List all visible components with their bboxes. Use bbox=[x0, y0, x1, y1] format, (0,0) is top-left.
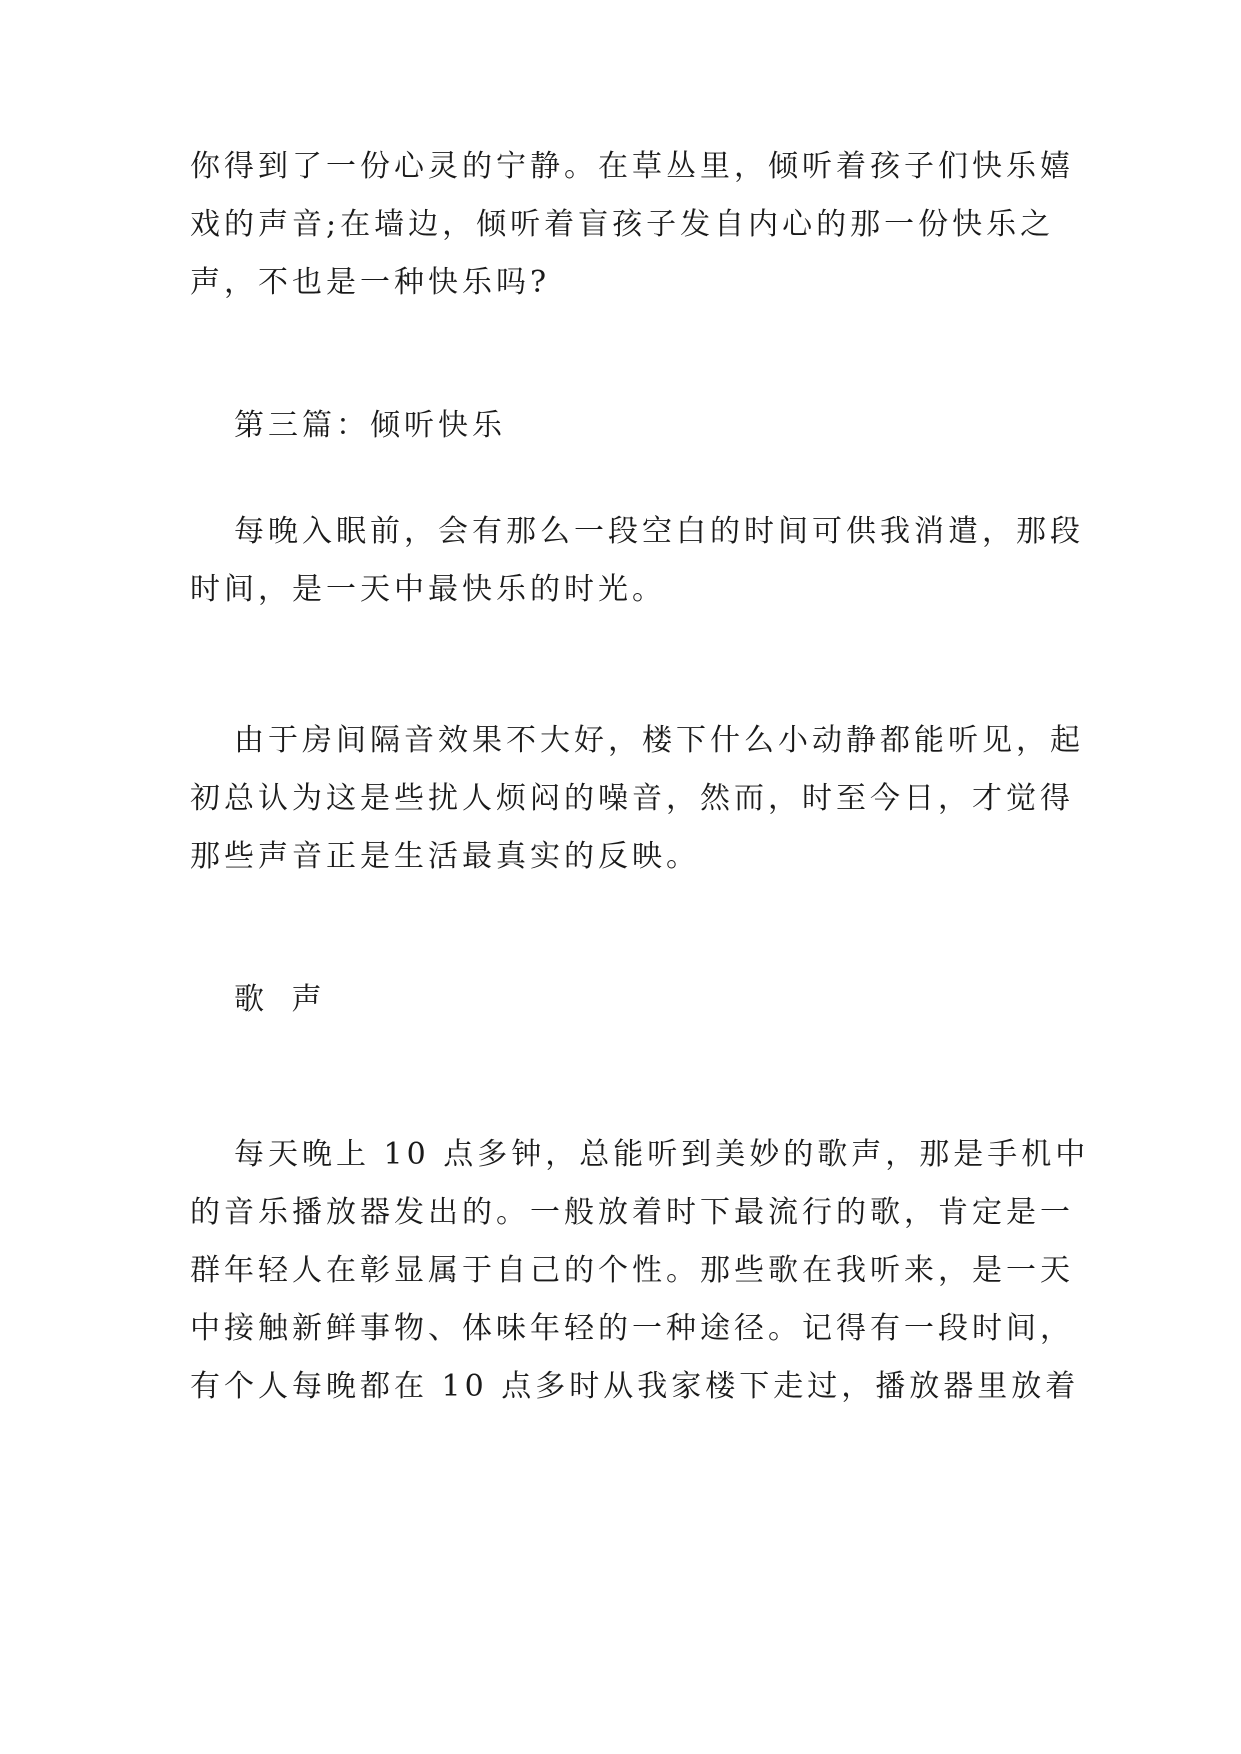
text-line: 群年轻人在彰显属于自己的个性。那些歌在我听来，是一天 bbox=[190, 1253, 1074, 1288]
text-line: 中接触新鲜事物、体味年轻的一种途径。记得有一段时间， bbox=[190, 1311, 1074, 1346]
paragraph bbox=[190, 712, 1084, 886]
text-line: 声，不也是一种快乐吗? bbox=[190, 265, 551, 300]
paragraph bbox=[190, 1126, 1090, 1416]
section-heading bbox=[190, 397, 1070, 455]
paragraph bbox=[190, 503, 1084, 619]
text-line: 由于房间隔音效果不大好，楼下什么小动静都能听见，起 bbox=[234, 723, 1084, 758]
heading-text: 第三篇：倾听快乐 bbox=[234, 408, 506, 443]
text-line: 你得到了一份心灵的宁静。在草丛里，倾听着孩子们快乐嬉 bbox=[190, 149, 1074, 184]
paragraph-continuation bbox=[190, 138, 1074, 312]
text-line: 每晚入眠前，会有那么一段空白的时间可供我消遣，那段 bbox=[234, 514, 1084, 549]
text-line: 戏的声音;在墙边，倾听着盲孩子发自内心的那一份快乐之 bbox=[190, 207, 1055, 242]
text-line: 的音乐播放器发出的。一般放着时下最流行的歌，肯定是一 bbox=[190, 1195, 1074, 1230]
text-line: 那些声音正是生活最真实的反映。 bbox=[190, 839, 700, 874]
text-line: 初总认为这是些扰人烦闷的噪音，然而，时至今日，才觉得 bbox=[190, 781, 1074, 816]
text-line: 有个人每晚都在 10 点多时从我家楼下走过，播放器里放着 bbox=[190, 1369, 1080, 1404]
text-line: 时间，是一天中最快乐的时光。 bbox=[190, 572, 666, 607]
text-line: 每天晚上 10 点多钟，总能听到美妙的歌声，那是手机中 bbox=[234, 1137, 1090, 1172]
subsection-heading bbox=[190, 971, 1070, 1029]
heading-text: 歌 声 bbox=[234, 982, 326, 1017]
